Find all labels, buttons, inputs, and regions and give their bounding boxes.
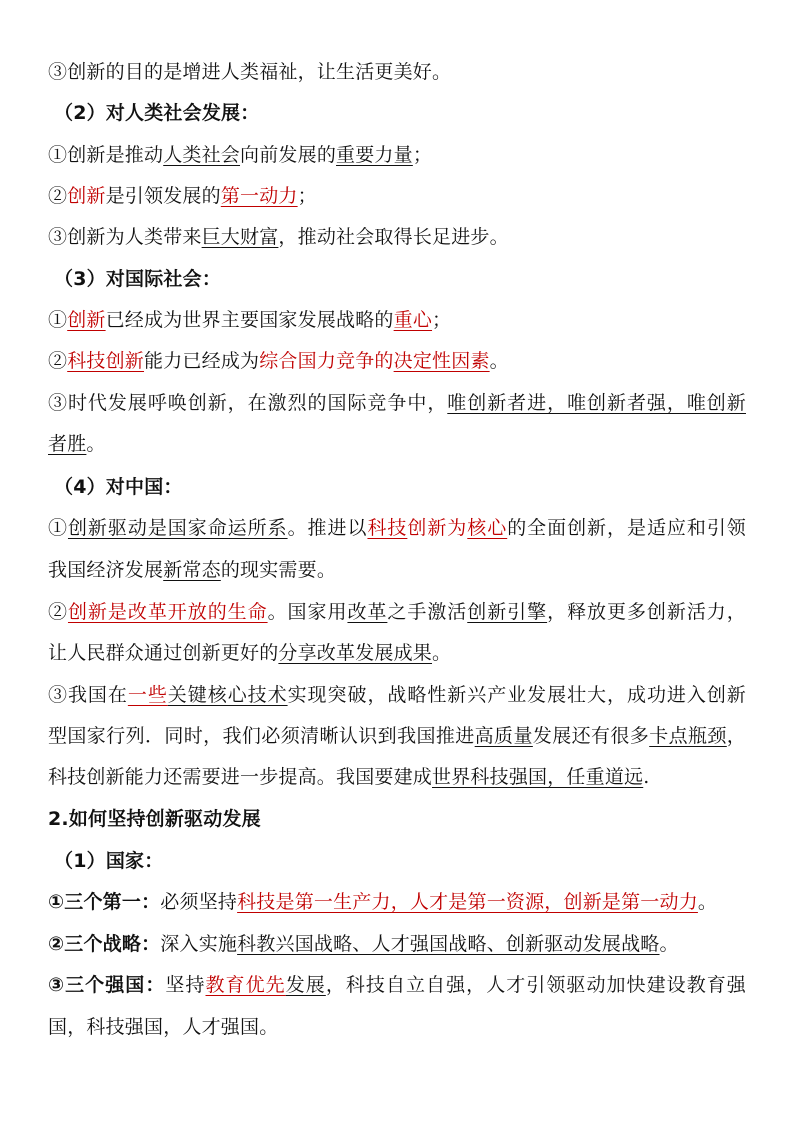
highlighted-underlined-keyword: 教育优先: [205, 974, 286, 996]
text-segment: 2.如何坚持创新驱动发展: [48, 808, 261, 830]
section-heading: [54, 93, 259, 134]
text-segment: 实现突破，战略性新兴产业发展壮大，成功进入创新: [287, 684, 746, 706]
text-segment: ③时代发展呼唤创新，在激烈的国际竞争中，: [48, 392, 448, 414]
highlighted-keyword: 创新: [67, 185, 106, 207]
text-line: [48, 135, 432, 176]
text-segment: ②: [48, 185, 68, 207]
text-line: [48, 424, 106, 465]
text-segment: 科技创新能力还需要进一步提高。我国要建成: [48, 766, 433, 788]
text-segment: 。: [659, 933, 679, 955]
highlighted-underlined-keyword: 一些: [127, 684, 168, 706]
underlined-keyword: 新常态: [163, 559, 221, 581]
underlined-keyword: 分享改革发展成果: [278, 642, 433, 664]
text-line: [48, 217, 509, 258]
underlined-keyword: 创新驱动是国家命运所系: [67, 517, 288, 539]
highlighted-underlined-keyword: 创新是改革开放的生命: [67, 601, 268, 623]
underlined-keyword: 改革: [347, 601, 388, 623]
underlined-keyword: 关键核心技术: [167, 684, 288, 706]
text-segment: 型国家行列．同时，我们必须清晰认识到我国推进: [48, 725, 475, 747]
text-segment: （4）对中国：: [54, 476, 183, 498]
text-segment: 的现实需要。: [220, 559, 337, 581]
text-segment: 我国经济发展: [48, 559, 164, 581]
section-heading: [54, 841, 163, 882]
text-segment: 。国家用: [267, 601, 348, 623]
text-segment: ①创新是推动: [48, 144, 164, 166]
text-segment: 让人民群众通过创新更好的: [48, 642, 279, 664]
text-segment: 坚持: [165, 974, 206, 996]
text-segment: ③创新为人类带来: [48, 226, 202, 248]
text-segment: 是引领发展的: [105, 185, 221, 207]
text-segment: 。: [432, 642, 452, 664]
text-line: [48, 675, 746, 716]
text-segment: ③我国在: [48, 684, 128, 706]
item-label: ③三个强国：: [48, 974, 166, 996]
text-segment: 向前发展的: [240, 144, 337, 166]
underlined-keyword: 世界科技强国，任重道远: [432, 766, 644, 788]
text-segment: 。: [697, 891, 718, 913]
underlined-keyword: 唯创新者进，唯创新者强，唯创新: [447, 392, 746, 414]
text-line: [48, 716, 746, 757]
item-label: ②三个战略：: [48, 933, 161, 955]
text-line: [48, 592, 746, 633]
highlighted-underlined-keyword: 科技创新: [67, 350, 145, 372]
text-segment: 。: [86, 433, 106, 455]
text-segment: 能力已经成为: [144, 350, 260, 372]
section-heading: [54, 467, 183, 508]
text-segment: 发展还有很多: [532, 725, 650, 747]
text-segment: 深入实施: [160, 933, 238, 955]
highlighted-underlined-keyword: 创新: [67, 309, 106, 331]
text-line: [48, 882, 717, 923]
text-segment: ②: [48, 350, 68, 372]
text-segment: ，释放更多创新活力，: [547, 601, 746, 623]
text-segment: 。推进以: [287, 517, 368, 539]
highlighted-keyword: 综合国力竞争的: [259, 350, 394, 372]
text-segment: ；: [297, 185, 317, 207]
text-segment: 的全面创新，是适应和引领: [507, 517, 747, 539]
underlined-keyword: 创新引擎: [467, 601, 548, 623]
underlined-keyword: 高质量: [474, 725, 533, 747]
underlined-keyword: 科教兴国战略、人才强国战略、创新驱动发展战略: [237, 933, 660, 955]
text-line: [48, 1007, 278, 1048]
text-segment: ③创新的目的是增进人类福祉，让生活更美好。: [48, 61, 452, 83]
text-line: [48, 300, 451, 341]
highlighted-underlined-keyword: 科技: [367, 517, 408, 539]
text-segment: ；: [432, 309, 452, 331]
text-line: [48, 924, 679, 965]
highlighted-underlined-keyword: 第一动力: [220, 185, 298, 207]
underlined-keyword: 巨大财富: [201, 226, 279, 248]
highlighted-underlined-keyword: 科技是第一生产力，人才是第一资源，创新是第一动力: [237, 891, 698, 913]
text-line: [48, 508, 746, 549]
item-label: ①三个第一：: [48, 891, 161, 913]
text-line: [48, 965, 746, 1006]
text-line: [48, 383, 746, 424]
highlighted-underlined-keyword: 重心: [393, 309, 433, 331]
text-segment: 。: [489, 350, 509, 372]
section-heading: [48, 799, 261, 840]
text-segment: ①: [48, 517, 68, 539]
underlined-keyword: 重要力量: [336, 144, 413, 166]
text-segment: 之手激活: [387, 601, 468, 623]
text-segment: .: [643, 766, 650, 788]
text-line: [48, 176, 317, 217]
text-segment: 必须坚持: [160, 891, 238, 913]
highlighted-keyword: 创新为: [407, 517, 468, 539]
text-line: [48, 757, 649, 798]
text-line: [48, 52, 451, 93]
highlighted-underlined-keyword: 决定性因素: [393, 350, 490, 372]
text-segment: （1）国家：: [54, 850, 164, 872]
text-segment: ；: [412, 144, 433, 166]
text-segment: （3）对国际社会：: [54, 268, 222, 290]
text-segment: ，科技自立自强，人才引领驱动加快建设教育强: [325, 974, 746, 996]
text-segment: ①: [48, 309, 68, 331]
underlined-keyword: 人类社会: [163, 144, 241, 166]
text-line: [48, 341, 509, 382]
text-segment: ②: [48, 601, 68, 623]
text-line: [48, 633, 451, 674]
text-segment: ，: [726, 725, 746, 747]
text-line: [48, 550, 336, 591]
text-segment: 国，科技强国，人才强国。: [48, 1016, 279, 1038]
text-segment: ，推动社会取得长足进步。: [278, 226, 509, 248]
underlined-keyword: 者胜: [48, 433, 87, 455]
text-segment: 已经成为世界主要国家发展战略的: [105, 309, 394, 331]
underlined-keyword: 卡点瓶颈: [649, 725, 727, 747]
text-segment: （2）对人类社会发展：: [54, 102, 260, 124]
underlined-keyword: 发展: [285, 974, 326, 996]
highlighted-underlined-keyword: 核心: [467, 517, 508, 539]
section-heading: [54, 259, 221, 300]
